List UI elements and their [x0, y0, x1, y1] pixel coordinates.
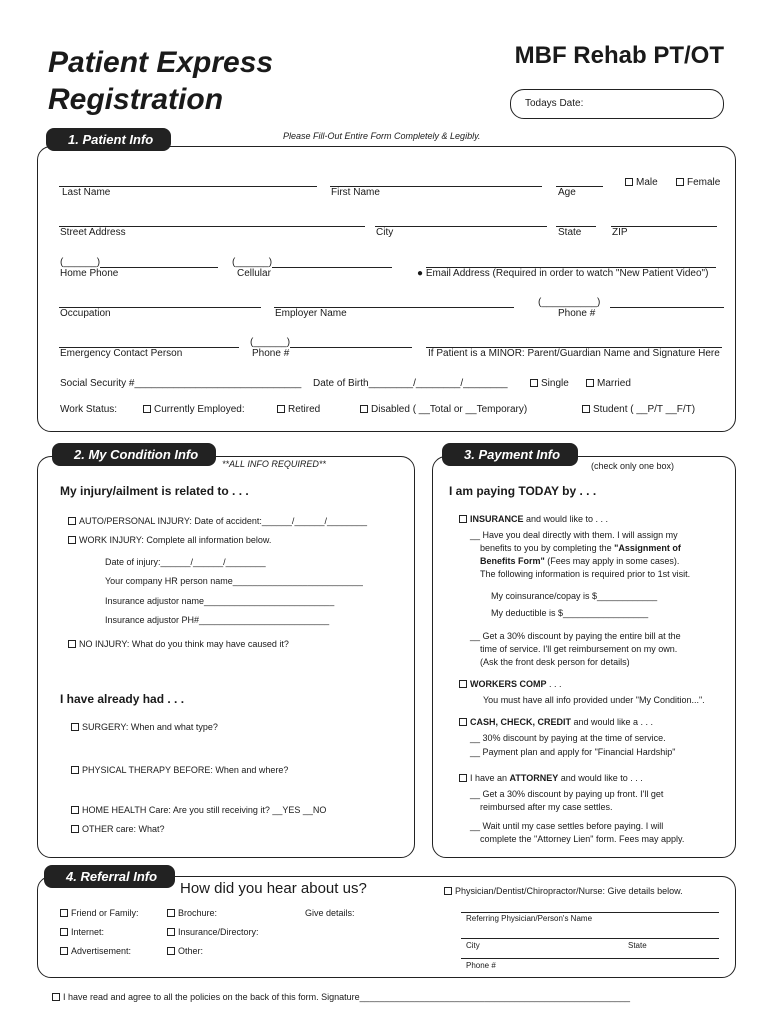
auto-injury-checkbox[interactable]	[68, 517, 76, 525]
advertisement-option[interactable]: Advertisement:	[60, 945, 131, 957]
pt-before-checkbox[interactable]	[71, 766, 79, 774]
other-care-option[interactable]: OTHER care: What?	[71, 823, 165, 835]
give-details-label: Give details:	[305, 908, 355, 918]
referral-phone-line[interactable]	[461, 958, 719, 959]
single-option[interactable]: Single	[530, 378, 569, 390]
internet-option[interactable]: Internet:	[60, 926, 104, 938]
disabled-checkbox[interactable]	[360, 405, 368, 413]
work-injury-option[interactable]: WORK INJURY: Complete all information below.	[68, 534, 271, 546]
friend-checkbox[interactable]	[60, 909, 68, 917]
surgery-option[interactable]: SURGERY: When and what type?	[71, 721, 218, 733]
phone-paren: (__________)	[538, 297, 601, 308]
todays-date-field[interactable]	[510, 89, 724, 119]
employer-name-label: Employer Name	[275, 308, 347, 319]
male-option[interactable]: Male	[625, 177, 658, 189]
pt-before-option[interactable]: PHYSICAL THERAPY BEFORE: When and where?	[71, 764, 288, 776]
female-checkbox[interactable]	[676, 178, 684, 186]
phone-line[interactable]	[610, 307, 724, 308]
minor-guardian-label: If Patient is a MINOR: Parent/Guardian Name and Signature Here	[428, 348, 720, 359]
insurance-checkbox[interactable]	[459, 515, 467, 523]
hr-person-field[interactable]: Your company HR person name__________________________	[105, 576, 363, 586]
hear-about-us-question: How did you hear about us?	[180, 880, 367, 897]
advertisement-checkbox[interactable]	[60, 947, 68, 955]
dob-field[interactable]: Date of Birth________/________/________	[313, 378, 508, 389]
work-status-label: Work Status:	[60, 404, 118, 415]
ssn-field[interactable]: Social Security #______________________________	[60, 378, 302, 389]
adjustor-phone-field[interactable]: Insurance adjustor PH#__________________________	[105, 615, 330, 625]
deductible-field[interactable]: My deductible is $_________________	[491, 608, 649, 618]
surgery-checkbox[interactable]	[71, 723, 79, 731]
attorney-option[interactable]: I have an ATTORNEY and would like to . . .	[459, 772, 643, 784]
brochure-option[interactable]: Brochure:	[167, 907, 217, 919]
ins-opt1-line2: benefits to you by completing the "Assignment of	[480, 543, 681, 553]
already-had-heading: I have already had . . .	[60, 692, 185, 706]
cellular-label: Cellular	[237, 268, 271, 279]
email-label: ● Email Address (Required in order to watch "New Patient Video")	[417, 268, 709, 279]
internet-checkbox[interactable]	[60, 928, 68, 936]
attorney-line3: __ Wait until my case settles before paying. I will	[470, 821, 664, 831]
workers-comp-note: You must have all info provided under "My Condition...".	[483, 695, 705, 705]
ins-opt1-line4: The following information is required prior to 1st visit.	[480, 569, 691, 579]
date-of-injury-field[interactable]: Date of injury:______/______/________	[105, 557, 266, 567]
todays-date-label: Todays Date:	[525, 98, 584, 109]
ins-opt1-line1: __ Have you deal directly with them. I will assign my	[470, 530, 678, 540]
phone-label: Phone #	[558, 308, 596, 319]
ins-opt2-line1: __ Get a 30% discount by paying the entire bill at the	[470, 631, 681, 641]
workers-comp-checkbox[interactable]	[459, 680, 467, 688]
retired-checkbox[interactable]	[277, 405, 285, 413]
street-address-label: Street Address	[60, 227, 126, 238]
payment-tab: 3. Payment Info	[442, 443, 578, 466]
other-care-checkbox[interactable]	[71, 825, 79, 833]
patient-info-tab: 1. Patient Info	[46, 128, 171, 151]
cellular-line[interactable]	[272, 267, 392, 268]
referring-name-label: Referring Physician/Person's Name	[466, 914, 593, 923]
attorney-line2: reimbursed after my case settles.	[480, 802, 613, 812]
injury-related-heading: My injury/ailment is related to . . .	[60, 484, 249, 498]
currently-employed-option[interactable]: Currently Employed:	[143, 404, 245, 416]
referral-city-label: City	[466, 941, 480, 950]
other-option[interactable]: Other:	[167, 945, 203, 957]
insurance-option[interactable]: INSURANCE and would like to . . .	[459, 513, 608, 525]
clinic-name: MBF Rehab PT/OT	[514, 42, 724, 69]
physician-checkbox[interactable]	[444, 887, 452, 895]
cash-option[interactable]: CASH, CHECK, CREDIT and would like a . . .	[459, 716, 653, 728]
referral-tab: 4. Referral Info	[44, 865, 175, 888]
home-phone-label: Home Phone	[60, 268, 119, 279]
currently-employed-checkbox[interactable]	[143, 405, 151, 413]
ec-phone-label: Phone #	[252, 348, 290, 359]
student-option[interactable]: Student ( __P/T __F/T)	[582, 404, 695, 416]
referral-city-state-line[interactable]	[461, 938, 719, 939]
condition-tab: 2. My Condition Info	[52, 443, 216, 466]
brochure-checkbox[interactable]	[167, 909, 175, 917]
ins-opt2-line3: (Ask the front desk person for details)	[480, 657, 630, 667]
check-one-note: (check only one box)	[591, 461, 675, 471]
ec-phone-paren: (______)	[250, 337, 291, 348]
other-checkbox[interactable]	[167, 947, 175, 955]
single-checkbox[interactable]	[530, 379, 538, 387]
policy-agreement-checkbox[interactable]	[52, 993, 60, 1001]
insurance-directory-checkbox[interactable]	[167, 928, 175, 936]
bullet-icon: ●	[417, 268, 426, 279]
age-label: Age	[558, 187, 576, 198]
auto-injury-option[interactable]: AUTO/PERSONAL INJURY: Date of accident:______/______/________	[68, 515, 367, 527]
cellular-paren: (______)	[232, 257, 273, 268]
female-option[interactable]: Female	[676, 177, 720, 189]
physician-option[interactable]: Physician/Dentist/Chiropractor/Nurse: Give details below.	[444, 885, 683, 897]
policy-agreement[interactable]: I have read and agree to all the policies on the back of this form. Signature______________________________________________________	[52, 991, 630, 1003]
referral-state-label: State	[628, 941, 647, 950]
city-label: City	[376, 227, 394, 238]
form-title-line1: Patient Express	[48, 46, 274, 79]
all-info-required: **ALL INFO REQUIRED**	[222, 459, 326, 469]
attorney-line4: complete the "Attorney Lien" form. Fees may apply.	[480, 834, 685, 844]
married-option[interactable]: Married	[586, 378, 631, 390]
first-name-label: First Name	[331, 187, 380, 198]
paying-today-heading: I am paying TODAY by . . .	[449, 484, 597, 498]
emergency-contact-label: Emergency Contact Person	[60, 348, 183, 359]
coinsurance-field[interactable]: My coinsurance/copay is $____________	[491, 591, 658, 601]
no-injury-checkbox[interactable]	[68, 640, 76, 648]
zip-label: ZIP	[612, 227, 628, 238]
occupation-label: Occupation	[60, 308, 111, 319]
friend-option[interactable]: Friend or Family:	[60, 907, 139, 919]
insurance-directory-option[interactable]: Insurance/Directory:	[167, 926, 259, 938]
ins-opt2-line2: time of service. I'll get reimbursement on my own.	[480, 644, 678, 654]
state-label: State	[558, 227, 582, 238]
cash-checkbox[interactable]	[459, 718, 467, 726]
work-injury-checkbox[interactable]	[68, 536, 76, 544]
cash-line1: __ 30% discount by paying at the time of service.	[470, 733, 666, 743]
workers-comp-option[interactable]: WORKERS COMP . . .	[459, 678, 562, 690]
home-health-option[interactable]: HOME HEALTH Care: Are you still receiving it? __YES __NO	[71, 804, 326, 816]
form-title-line2: Registration	[48, 83, 224, 116]
referral-phone-label: Phone #	[466, 961, 496, 970]
student-checkbox[interactable]	[582, 405, 590, 413]
last-name-label: Last Name	[62, 187, 111, 198]
retired-option[interactable]: Retired	[277, 404, 320, 416]
home-health-checkbox[interactable]	[71, 806, 79, 814]
cash-line2: __ Payment plan and apply for "Financial Hardship"	[470, 747, 676, 757]
married-checkbox[interactable]	[586, 379, 594, 387]
ec-phone-line[interactable]	[290, 347, 412, 348]
ins-opt1-line3: Benefits Form" (Fees may apply in some cases).	[480, 556, 680, 566]
attorney-checkbox[interactable]	[459, 774, 467, 782]
male-checkbox[interactable]	[625, 178, 633, 186]
home-phone-paren: (______)	[60, 257, 101, 268]
disabled-option[interactable]: Disabled ( __Total or __Temporary)	[360, 404, 527, 416]
adjustor-name-field[interactable]: Insurance adjustor name__________________________	[105, 596, 335, 606]
instructions-text: Please Fill-Out Entire Form Completely & Legibly.	[283, 131, 481, 141]
no-injury-option[interactable]: NO INJURY: What do you think may have caused it?	[68, 638, 289, 650]
city-line[interactable]	[375, 226, 547, 227]
attorney-line1: __ Get a 30% discount by paying up front. I'll get	[470, 789, 664, 799]
